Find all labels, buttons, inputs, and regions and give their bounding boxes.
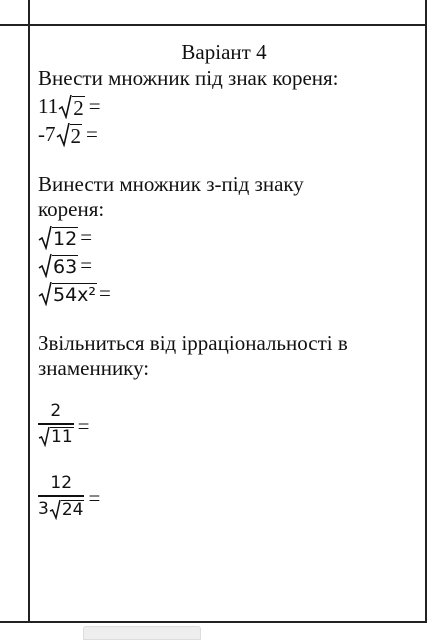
fraction-row [38,401,418,447]
section2-heading-line2: кореня: [38,197,105,221]
radicand: 2 [70,124,81,148]
section3-heading-line1: Звільниться від ірраціональності в [38,331,348,355]
variant-cell [38,40,418,520]
coefficient: 11 [38,94,59,118]
equals-sign: = [88,94,101,118]
table-border-right [425,0,427,623]
radical-sign-icon [38,281,52,306]
equals-sign: = [80,225,93,249]
coefficient: -7 [38,122,56,146]
radical-sign-icon [49,499,61,520]
fraction-row [38,473,418,520]
section1-heading: Внести множник під знак кореня: [38,66,339,90]
equals-sign: = [80,253,93,277]
radicand: 12 [53,228,78,250]
expression-row [38,91,418,119]
expression-row [38,222,418,250]
table-border-left [28,0,30,623]
fraction [38,401,74,447]
square-root [56,122,83,147]
expression-row [38,119,418,147]
square-root [38,426,74,447]
radicand: 63 [53,256,78,278]
section2-heading-line1: Винести множник з-під знаку [38,172,304,196]
numerator: 2 [50,401,62,421]
equals-sign: = [86,122,98,146]
equals-sign: = [88,486,101,510]
radicand: 11 [51,427,73,447]
radical-sign-icon [58,94,72,119]
radical-sign-icon [38,426,50,447]
square-root [58,94,85,119]
square-root [38,253,78,278]
expression-row [38,278,418,306]
radical-sign-icon [38,225,52,250]
expression-row [38,250,418,278]
numerator: 12 [50,473,73,493]
square-root [49,499,85,520]
radicand: 2 [73,96,84,120]
denominator [38,497,84,520]
equals-sign: = [77,413,90,438]
radical-sign-icon [38,253,52,278]
fraction [38,473,84,520]
table-border-top-row [0,24,427,26]
denominator [38,425,74,447]
equals-sign: = [99,281,111,305]
variant-title: Варіант 4 [181,40,267,64]
square-root [38,281,97,306]
square-root [38,225,78,250]
section3-heading-line2: знаменнику: [38,356,150,380]
radical-sign-icon [56,122,70,147]
radicand: 54x² [53,284,97,306]
page-scroll-tab [83,626,201,640]
denominator-coefficient: 3 [38,499,49,519]
table-border-bottom [0,621,427,623]
radicand: 24 [61,500,84,520]
